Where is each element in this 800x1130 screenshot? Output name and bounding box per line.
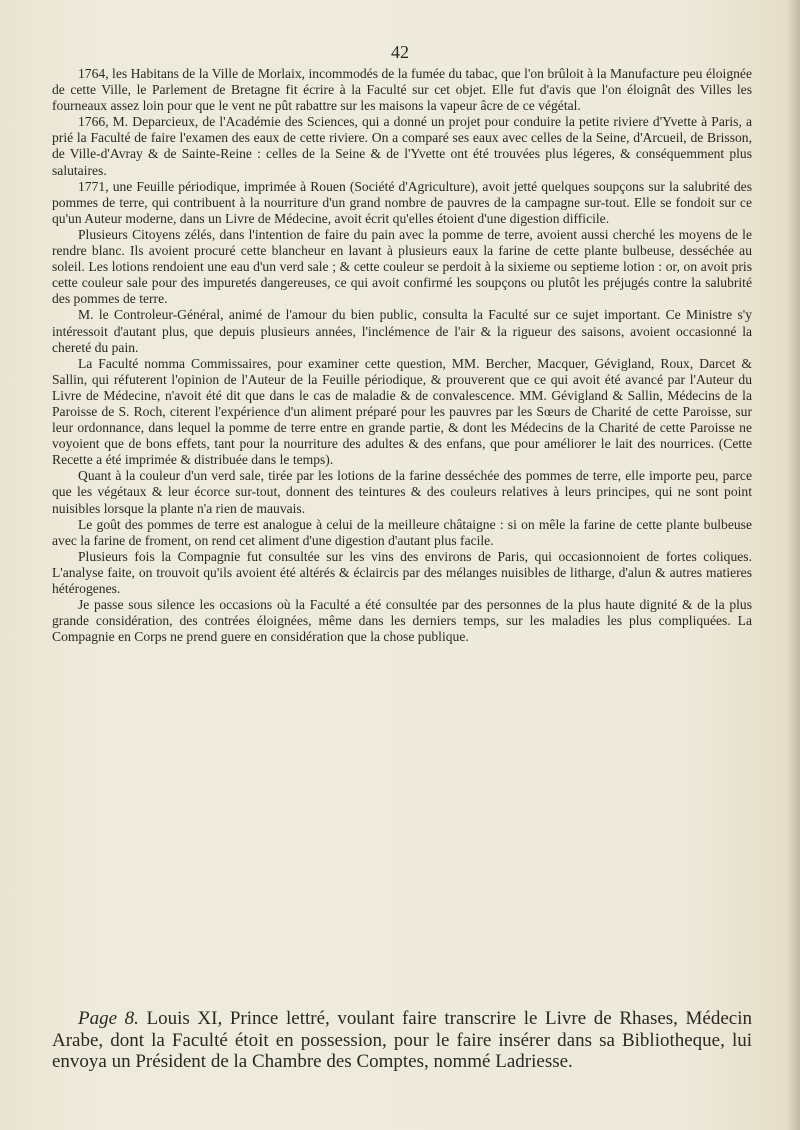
paragraph: Plusieurs fois la Compagnie fut consultée sur les vins des environs de Paris, qui occasionnoient de fortes coliques. L'analyse faite, on trouvoit qu'ils avoient été altérés & éclaircis par des mélanges nuisibles de litharge, d'alun & autres matieres hétérogenes. xyxy=(52,548,752,596)
paragraph: 1766, M. Deparcieux, de l'Académie des Sciences, qui a donné un projet pour conduire la petite riviere d'Yvette à Paris, a prié la Faculté de faire l'examen des eaux de cette riviere. On a comparé ses eaux avec celles de la Seine, d'Arcueil, de Brisson, de Ville-d'Avray & de Sainte-Reine : celles de la Seine & de l'Yvette ont été trouvées plus légeres, & conséquemment plus salutaires. xyxy=(52,114,752,178)
paragraph: Le goût des pommes de terre est analogue à celui de la meilleure châtaigne : si on mêle la farine de cette plante bulbeuse avec la farine de froment, on rend cet aliment d'une digestion d'autant plus facile. xyxy=(52,516,752,548)
paragraph: La Faculté nomma Commissaires, pour examiner cette question, MM. Bercher, Macquer, Gévigland, Roux, Darcet & Sallin, qui réfuterent l'opinion de l'Auteur de la Feuille périodique, & prouverent que ce qui avoit été avancé par l'Auteur du Livre de Médecine, n'avoit été dit que dans le cas de maladie & de convalescence. MM. Gévigland & Sallin, Médecins de la Paroisse de S. Roch, citerent l'expérience d'un aliment préparé pour les pauvres par les Sœurs de Charité de cette Paroisse, sur leur ordonnance, dans lequel la pomme de terre entre en grande partie, & dont les Médecins de la Charité de cette Paroisse ne voyoient que de bons effets, tant pour la nourriture des adultes & des enfans, que pour améliorer le lait des nourrices. (Cette Recette a été imprimée & distribuée dans le temps). xyxy=(52,355,752,468)
page-edge-shadow xyxy=(786,0,800,1130)
paragraph: 1771, une Feuille périodique, imprimée à Rouen (Société d'Agriculture), avoit jetté quelques soupçons sur la salubrité des pommes de terre, qui contribuent à la nourriture d'un grand nombre de pauvres de la campagne sur-tout. Elle se fondoit sur ce qu'un Auteur moderne, dans un Livre de Médecine, avoit écrit qu'elles étoient d'une digestion difficile. xyxy=(52,178,752,226)
note-page-ref: Page 8. xyxy=(78,1008,139,1029)
paragraph: Quant à la couleur d'un verd sale, tirée par les lotions de la farine desséchée des pommes de terre, elle importe peu, parce que les végétaux & leur écorce sur-tout, donnent des teintures & des couleurs relatives à leurs principes, qui ne sont point nuisibles lorsque la plante n'a rien de mauvais. xyxy=(52,468,752,516)
paragraph: 1764, les Habitans de la Ville de Morlaix, incommodés de la fumée du tabac, que l'on brûloit à la Manufacture peu éloignée de cette Ville, le Parlement de Bretagne fit écrire à la Faculté sur cet objet. Elle fut d'avis que l'on éloignât des Villes les fourneaux assez loin pour que le vent ne pût rabattre sur les maisons la vapeur âcre de ce végétal. xyxy=(52,66,752,114)
note-section xyxy=(52,1008,752,1073)
note-text: Louis XI, Prince lettré, voulant faire transcrire le Livre de Rhases, Médecin Arabe, dont la Faculté étoit en possession, pour le faire insérer dans sa Bibliotheque, lui envoya un Président de la Chambre des Comptes, nommé Ladriesse. xyxy=(52,1008,753,1072)
paragraph: Je passe sous silence les occasions où la Faculté a été consultée par des personnes de la plus haute dignité & de la plus grande considération, des contrées éloignées, même dans les derniers temps, sur les maladies les plus compliquées. La Compagnie en Corps ne prend guere en considération que la chose publique. xyxy=(52,597,752,645)
body-text xyxy=(52,66,752,645)
paragraph: Plusieurs Citoyens zélés, dans l'intention de faire du pain avec la pomme de terre, avoient aussi cherché les moyens de le rendre blanc. Ils avoient procuré cette blancheur en lavant à plusieurs eaux la farine de cette plante bulbeuse, desséchée au soleil. Les lotions rendoient une eau d'un verd sale ; & cette couleur se perdoit à la sixieme ou septieme lotion : or, on avoit pris cette couleur sale pour des impuretés dangereuses, ce qui avoit confirmé les soupçons ou plutôt les préjugés contre la salubrité des pommes de terre. xyxy=(52,226,752,307)
page-number: 42 xyxy=(391,42,409,62)
note-paragraph xyxy=(52,1008,752,1073)
paragraph: M. le Controleur-Général, animé de l'amour du bien public, consulta la Faculté sur ce sujet important. Ce Ministre s'y intéressoit d'autant plus, que depuis plusieurs années, l'inclémence de l'air & la rigueur des saisons, avoient occasionné la chereté du pain. xyxy=(52,307,752,355)
